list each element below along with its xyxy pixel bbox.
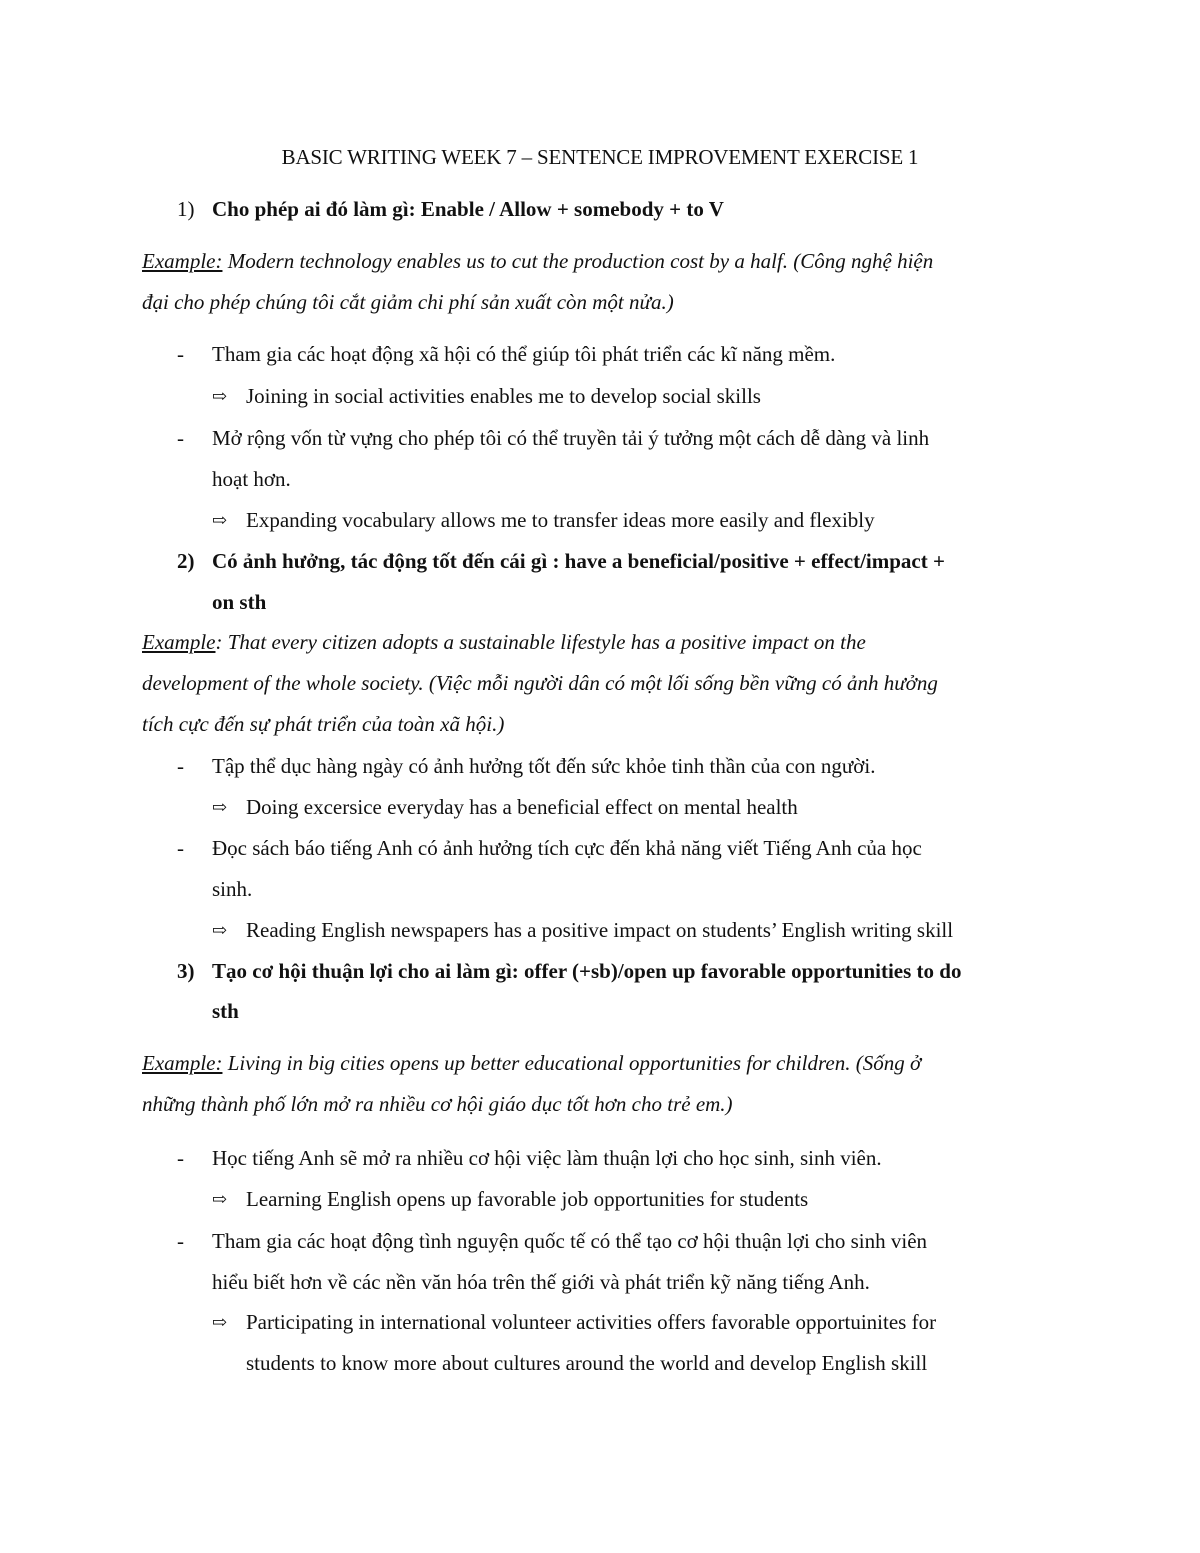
section-3-example-cont: những thành phố lớn mở ra nhiều cơ hội giáo dục tốt hơn cho trẻ em.)	[142, 1092, 733, 1116]
example-label: Example:	[142, 1051, 223, 1075]
dash-bullet: -	[177, 836, 184, 860]
arrow-right-icon: ⇨	[212, 1189, 228, 1209]
arrow-right-icon: ⇨	[212, 1312, 228, 1332]
section-2-example-cont: tích cực đến sự phát triển của toàn xã hội.)	[142, 712, 505, 736]
arrow-right-icon: ⇨	[212, 386, 228, 406]
vietnamese-sentence: Tập thể dục hàng ngày có ảnh hưởng tốt đến sức khỏe tinh thần của con người.	[212, 754, 876, 778]
section-heading-text: Có ảnh hưởng, tác động tốt đến cái gì : have a beneficial/positive + effect/impact +	[212, 549, 945, 573]
english-answer: Participating in international volunteer activities offers favorable opportuinites for	[246, 1310, 937, 1334]
example-label: Example	[142, 630, 216, 654]
vietnamese-sentence: Đọc sách báo tiếng Anh có ảnh hưởng tích cực đến khả năng viết Tiếng Anh của học	[212, 836, 922, 860]
dash-bullet: -	[177, 754, 184, 778]
example-text: Living in big cities opens up better educational opportunities for children. (Sống ở	[222, 1051, 922, 1075]
section-number: 3)	[177, 959, 195, 983]
dash-bullet: -	[177, 1146, 184, 1170]
section-heading-text: Cho phép ai đó làm gì: Enable / Allow + somebody + to V	[212, 197, 724, 221]
arrow-right-icon: ⇨	[212, 920, 228, 940]
document-title: BASIC WRITING WEEK 7 – SENTENCE IMPROVEMENT EXERCISE 1	[281, 145, 919, 169]
example-text: Modern technology enables us to cut the production cost by a half. (Công nghệ hiện	[222, 249, 934, 273]
vietnamese-sentence-cont: hoạt hơn.	[212, 467, 291, 491]
dash-bullet: -	[177, 1229, 184, 1253]
english-answer-cont: students to know more about cultures around the world and develop English skill	[246, 1351, 928, 1375]
arrow-right-icon: ⇨	[212, 510, 228, 530]
section-heading-text-cont: sth	[212, 999, 239, 1023]
vietnamese-sentence: Mở rộng vốn từ vựng cho phép tôi có thể truyền tải ý tưởng một cách dễ dàng và linh	[212, 426, 930, 450]
english-answer: Learning English opens up favorable job opportunities for students	[246, 1187, 809, 1211]
english-answer: Joining in social activities enables me to develop social skills	[246, 384, 761, 408]
section-1-example-cont: đại cho phép chúng tôi cắt giảm chi phí sản xuất còn một nửa.)	[142, 290, 674, 314]
vietnamese-sentence-cont: hiểu biết hơn về các nền văn hóa trên thế giới và phát triển kỹ năng tiếng Anh.	[212, 1270, 870, 1294]
section-number: 2)	[177, 549, 195, 573]
arrow-right-icon: ⇨	[212, 797, 228, 817]
example-label: Example:	[142, 249, 223, 273]
section-2-example	[142, 628, 866, 656]
example-text: : That every citizen adopts a sustainable lifestyle has a positive impact on the	[215, 630, 866, 654]
vietnamese-sentence: Tham gia các hoạt động xã hội có thể giúp tôi phát triển các kĩ năng mềm.	[212, 342, 836, 366]
english-answer: Expanding vocabulary allows me to transfer ideas more easily and flexibly	[246, 508, 875, 532]
vietnamese-sentence: Tham gia các hoạt động tình nguyện quốc tế có thể tạo cơ hội thuận lợi cho sinh viên	[212, 1229, 928, 1253]
section-1-example	[142, 247, 933, 275]
english-answer: Reading English newspapers has a positive impact on students’ English writing skill	[246, 918, 954, 942]
vietnamese-sentence-cont: sinh.	[212, 877, 253, 901]
dash-bullet: -	[177, 426, 184, 450]
section-2-example-cont: development of the whole society. (Việc mỗi người dân có một lối sống bền vững có ảnh hưởng	[142, 671, 938, 695]
english-answer: Doing excersice everyday has a beneficial effect on mental health	[246, 795, 798, 819]
section-3-example	[142, 1049, 921, 1077]
section-heading-text-cont: on sth	[212, 590, 267, 614]
dash-bullet: -	[177, 342, 184, 366]
section-number: 1)	[177, 197, 195, 221]
section-heading-text: Tạo cơ hội thuận lợi cho ai làm gì: offer (+sb)/open up favorable opportunities to do	[212, 959, 962, 983]
vietnamese-sentence: Học tiếng Anh sẽ mở ra nhiều cơ hội việc làm thuận lợi cho học sinh, sinh viên.	[212, 1146, 882, 1170]
